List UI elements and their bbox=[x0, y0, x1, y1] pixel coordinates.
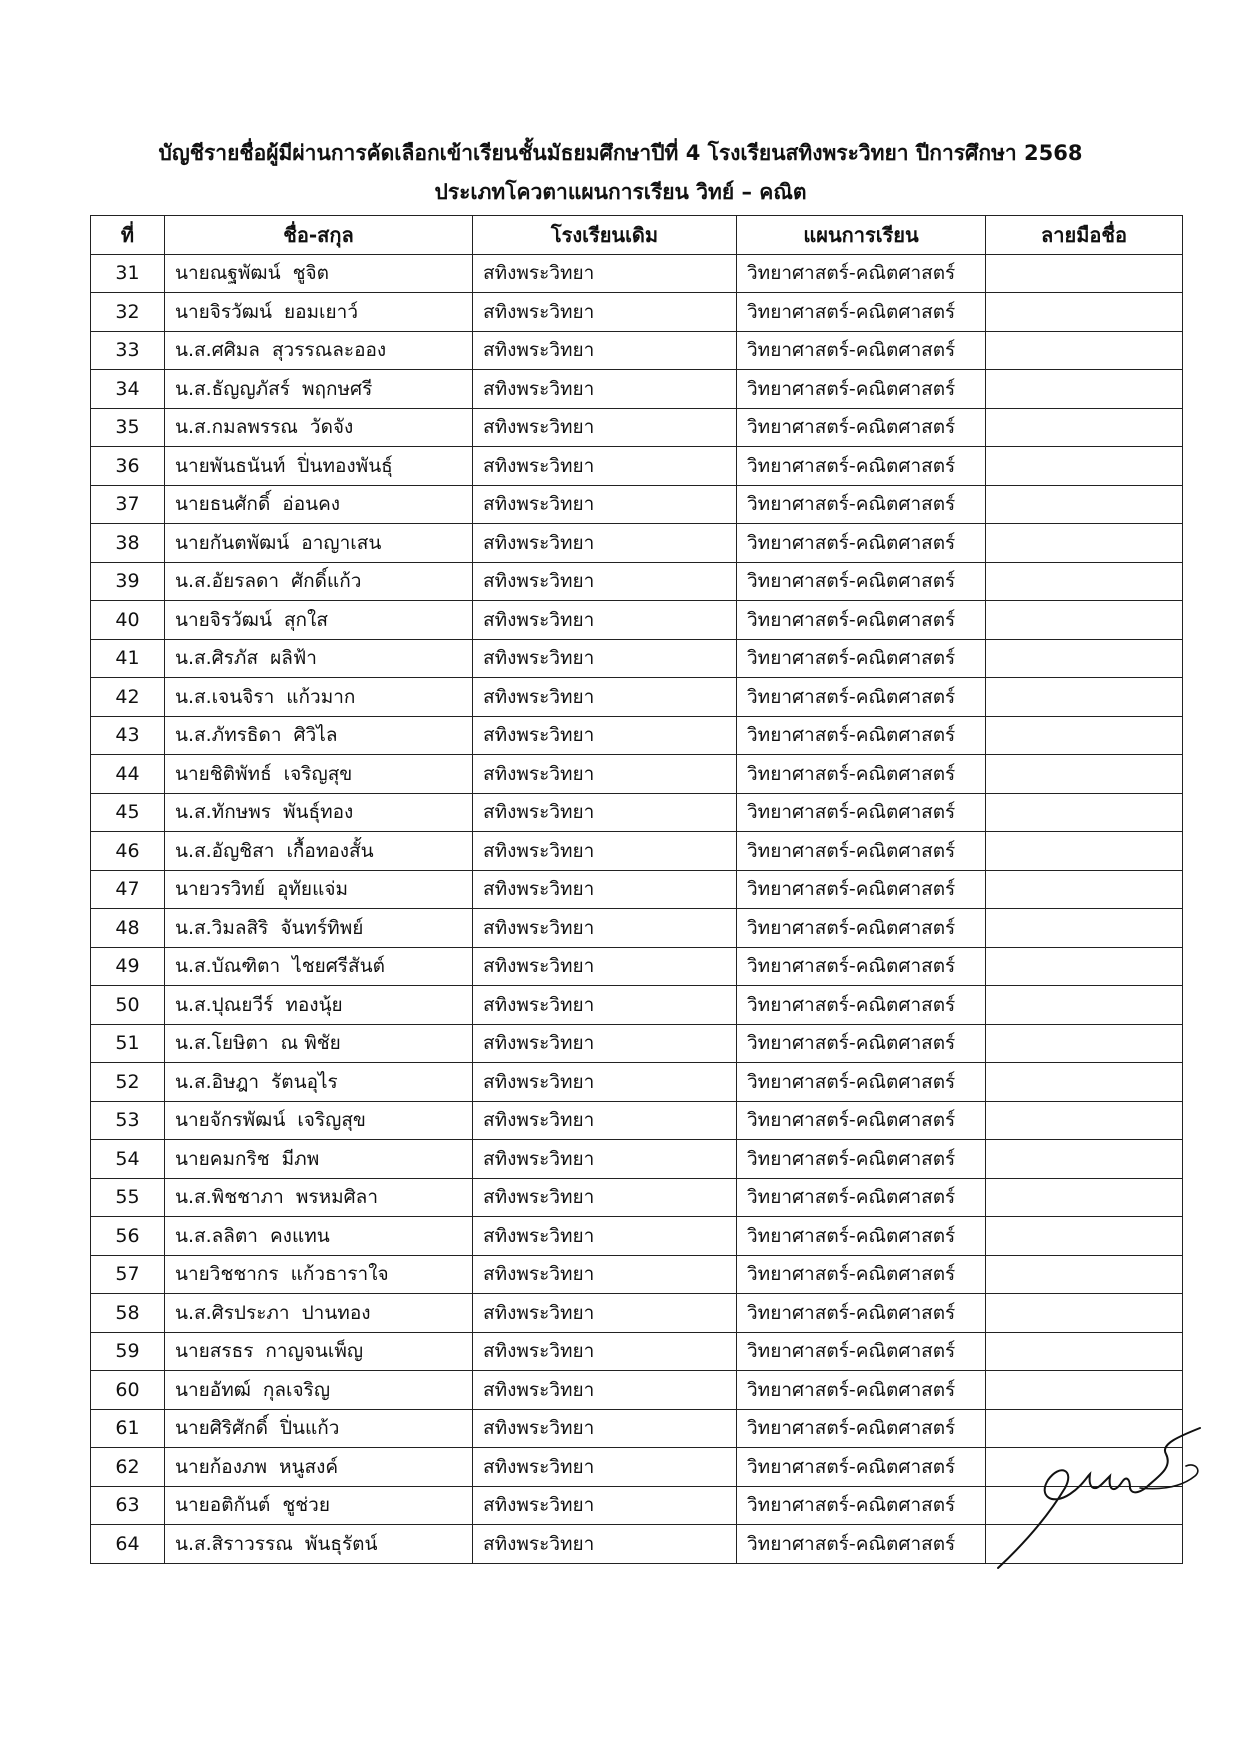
document-title: บัญชีรายชื่อผู้มีผ่านการคัดเลือกเข้าเรียนชั้นมัธยมศึกษาปีที่ 4 โรงเรียนสทิงพระวิทยา ปีการศึกษา 2568 bbox=[158, 141, 1083, 165]
previous-school: สทิงพระวิทยา bbox=[473, 716, 737, 755]
study-plan: วิทยาศาสตร์-คณิตศาสตร์ bbox=[737, 678, 986, 717]
surname: วัดจัง bbox=[309, 416, 354, 439]
signature-cell[interactable] bbox=[986, 1178, 1183, 1217]
previous-school: สทิงพระวิทยา bbox=[473, 1217, 737, 1256]
surname: กาญจนเพ็ญ bbox=[265, 1340, 364, 1363]
previous-school: สทิงพระวิทยา bbox=[473, 909, 737, 948]
student-name bbox=[165, 562, 473, 601]
previous-school: สทิงพระวิทยา bbox=[473, 485, 737, 524]
previous-school: สทิงพระวิทยา bbox=[473, 601, 737, 640]
row-number: 47 bbox=[91, 870, 165, 909]
study-plan: วิทยาศาสตร์-คณิตศาสตร์ bbox=[737, 1063, 986, 1102]
signature-cell[interactable] bbox=[986, 562, 1183, 601]
study-plan: วิทยาศาสตร์-คณิตศาสตร์ bbox=[737, 1217, 986, 1256]
surname: สุกใส bbox=[283, 608, 328, 631]
given-name: น.ส.ภัทรธิดา bbox=[175, 724, 282, 747]
table-row bbox=[91, 1294, 1183, 1333]
surname: กุลเจริญ bbox=[262, 1378, 331, 1401]
previous-school: สทิงพระวิทยา bbox=[473, 870, 737, 909]
given-name: นายอัทฒ์ bbox=[175, 1378, 251, 1401]
given-name: นายจิรวัฒน์ bbox=[175, 608, 272, 631]
study-plan: วิทยาศาสตร์-คณิตศาสตร์ bbox=[737, 1255, 986, 1294]
previous-school: สทิงพระวิทยา bbox=[473, 678, 737, 717]
row-number: 63 bbox=[91, 1486, 165, 1525]
header-no: ที่ bbox=[91, 216, 165, 255]
given-name: น.ส.อิษฎา bbox=[175, 1070, 260, 1093]
previous-school: สทิงพระวิทยา bbox=[473, 1294, 737, 1333]
table-row bbox=[91, 447, 1183, 486]
student-name bbox=[165, 832, 473, 871]
student-name bbox=[165, 870, 473, 909]
given-name: นายวรวิทย์ bbox=[175, 878, 265, 901]
signature-cell[interactable] bbox=[986, 1294, 1183, 1333]
given-name: น.ส.วิมลสิริ bbox=[175, 916, 269, 939]
row-number: 53 bbox=[91, 1101, 165, 1140]
student-name bbox=[165, 793, 473, 832]
surname: ณ พิชัย bbox=[280, 1032, 341, 1055]
previous-school: สทิงพระวิทยา bbox=[473, 1525, 737, 1564]
surname: คงแทน bbox=[269, 1224, 330, 1247]
study-plan: วิทยาศาสตร์-คณิตศาสตร์ bbox=[737, 1525, 986, 1564]
signature-cell[interactable] bbox=[986, 678, 1183, 717]
header-signature: ลายมือชื่อ bbox=[986, 216, 1183, 255]
study-plan: วิทยาศาสตร์-คณิตศาสตร์ bbox=[737, 1448, 986, 1487]
signature-cell[interactable] bbox=[986, 485, 1183, 524]
surname: ทองนุ้ย bbox=[285, 993, 343, 1016]
student-name bbox=[165, 986, 473, 1025]
previous-school: สทิงพระวิทยา bbox=[473, 793, 737, 832]
study-plan: วิทยาศาสตร์-คณิตศาสตร์ bbox=[737, 1101, 986, 1140]
given-name: น.ส.สิราวรรณ bbox=[175, 1532, 293, 1555]
signature-cell[interactable] bbox=[986, 909, 1183, 948]
given-name: นายพันธนันท์ bbox=[175, 454, 286, 477]
table-row bbox=[91, 832, 1183, 871]
signature-cell[interactable] bbox=[986, 986, 1183, 1025]
surname: สุวรรณละออง bbox=[271, 339, 387, 362]
table-row bbox=[91, 986, 1183, 1025]
signature-cell[interactable] bbox=[986, 1217, 1183, 1256]
previous-school: สทิงพระวิทยา bbox=[473, 639, 737, 678]
study-plan: วิทยาศาสตร์-คณิตศาสตร์ bbox=[737, 986, 986, 1025]
table-row bbox=[91, 524, 1183, 563]
surname: หนูสงค์ bbox=[279, 1455, 339, 1478]
signature-cell[interactable] bbox=[986, 447, 1183, 486]
surname: ยอมเยาว์ bbox=[283, 300, 358, 323]
signature-cell[interactable] bbox=[986, 947, 1183, 986]
study-plan: วิทยาศาสตร์-คณิตศาสตร์ bbox=[737, 408, 986, 447]
previous-school: สทิงพระวิทยา bbox=[473, 254, 737, 293]
student-name bbox=[165, 1332, 473, 1371]
surname: อุทัยแจ่ม bbox=[277, 878, 348, 901]
surname: ชูจิต bbox=[292, 262, 329, 285]
header-school: โรงเรียนเดิม bbox=[473, 216, 737, 255]
student-name bbox=[165, 485, 473, 524]
surname: ชูช่วย bbox=[282, 1494, 330, 1517]
previous-school: สทิงพระวิทยา bbox=[473, 1486, 737, 1525]
signature-cell[interactable] bbox=[986, 793, 1183, 832]
table-row bbox=[91, 793, 1183, 832]
student-name bbox=[165, 1525, 473, 1564]
given-name: น.ส.ปุณยวีร์ bbox=[175, 993, 274, 1016]
previous-school: สทิงพระวิทยา bbox=[473, 408, 737, 447]
given-name: น.ส.ศิรประภา bbox=[175, 1301, 290, 1324]
previous-school: สทิงพระวิทยา bbox=[473, 1063, 737, 1102]
row-number: 34 bbox=[91, 370, 165, 409]
previous-school: สทิงพระวิทยา bbox=[473, 755, 737, 794]
student-name bbox=[165, 1486, 473, 1525]
given-name: น.ส.อัยรลดา bbox=[175, 570, 280, 593]
table-row bbox=[91, 1024, 1183, 1063]
row-number: 46 bbox=[91, 832, 165, 871]
row-number: 60 bbox=[91, 1371, 165, 1410]
surname: พรหมศิลา bbox=[295, 1186, 378, 1209]
table-row bbox=[91, 1332, 1183, 1371]
student-name bbox=[165, 639, 473, 678]
given-name: น.ส.บัณฑิตา bbox=[175, 955, 281, 978]
row-number: 58 bbox=[91, 1294, 165, 1333]
surname: พันธุรัตน์ bbox=[304, 1532, 378, 1555]
header-name: ชื่อ-สกุล bbox=[165, 216, 473, 255]
study-plan: วิทยาศาสตร์-คณิตศาสตร์ bbox=[737, 1140, 986, 1179]
study-plan: วิทยาศาสตร์-คณิตศาสตร์ bbox=[737, 370, 986, 409]
row-number: 42 bbox=[91, 678, 165, 717]
table-row bbox=[91, 1255, 1183, 1294]
given-name: น.ส.เจนจิรา bbox=[175, 685, 275, 708]
given-name: นายคมกริช bbox=[175, 1147, 270, 1170]
surname: พฤกษศรี bbox=[301, 377, 373, 400]
signature-image bbox=[990, 1418, 1220, 1578]
row-number: 35 bbox=[91, 408, 165, 447]
given-name: นายณฐพัฒน์ bbox=[175, 262, 281, 285]
surname: จันทร์ทิพย์ bbox=[280, 916, 364, 939]
previous-school: สทิงพระวิทยา bbox=[473, 1409, 737, 1448]
table-row bbox=[91, 678, 1183, 717]
table-row bbox=[91, 293, 1183, 332]
study-plan: วิทยาศาสตร์-คณิตศาสตร์ bbox=[737, 832, 986, 871]
previous-school: สทิงพระวิทยา bbox=[473, 986, 737, 1025]
table-row bbox=[91, 1063, 1183, 1102]
surname: แก้วมาก bbox=[286, 685, 356, 708]
study-plan: วิทยาศาสตร์-คณิตศาสตร์ bbox=[737, 1178, 986, 1217]
given-name: นายจิรวัฒน์ bbox=[175, 300, 272, 323]
previous-school: สทิงพระวิทยา bbox=[473, 331, 737, 370]
table-row bbox=[91, 408, 1183, 447]
student-name bbox=[165, 716, 473, 755]
table-row bbox=[91, 947, 1183, 986]
row-number: 50 bbox=[91, 986, 165, 1025]
given-name: น.ส.ลลิตา bbox=[175, 1224, 258, 1247]
previous-school: สทิงพระวิทยา bbox=[473, 562, 737, 601]
signature-cell[interactable] bbox=[986, 1332, 1183, 1371]
student-name bbox=[165, 370, 473, 409]
previous-school: สทิงพระวิทยา bbox=[473, 447, 737, 486]
student-name bbox=[165, 331, 473, 370]
row-number: 44 bbox=[91, 755, 165, 794]
study-plan: วิทยาศาสตร์-คณิตศาสตร์ bbox=[737, 1024, 986, 1063]
signature-cell[interactable] bbox=[986, 1140, 1183, 1179]
table-row bbox=[91, 716, 1183, 755]
given-name: น.ส.ศิรภัส bbox=[175, 647, 259, 670]
table-row bbox=[91, 601, 1183, 640]
previous-school: สทิงพระวิทยา bbox=[473, 1448, 737, 1487]
table-row bbox=[91, 1371, 1183, 1410]
surname: รัตนอุไร bbox=[271, 1070, 338, 1093]
study-plan: วิทยาศาสตร์-คณิตศาสตร์ bbox=[737, 870, 986, 909]
previous-school: สทิงพระวิทยา bbox=[473, 524, 737, 563]
row-number: 62 bbox=[91, 1448, 165, 1487]
surname: เกื้อทองสั้น bbox=[286, 839, 374, 862]
given-name: น.ส.พิชชาภา bbox=[175, 1186, 284, 1209]
surname: ไชยศรีสันต์ bbox=[292, 955, 385, 978]
given-name: นายวิชชากร bbox=[175, 1263, 279, 1286]
table-row bbox=[91, 331, 1183, 370]
surname: อาญาเสน bbox=[301, 531, 382, 554]
table-row bbox=[91, 254, 1183, 293]
given-name: นายศิริศักดิ์ bbox=[175, 1417, 268, 1440]
previous-school: สทิงพระวิทยา bbox=[473, 947, 737, 986]
table-row bbox=[91, 870, 1183, 909]
previous-school: สทิงพระวิทยา bbox=[473, 1140, 737, 1179]
table-row bbox=[91, 1178, 1183, 1217]
row-number: 55 bbox=[91, 1178, 165, 1217]
signature-cell[interactable] bbox=[986, 408, 1183, 447]
signature-cell[interactable] bbox=[986, 755, 1183, 794]
signature-cell[interactable] bbox=[986, 1063, 1183, 1102]
student-name bbox=[165, 601, 473, 640]
student-name bbox=[165, 909, 473, 948]
previous-school: สทิงพระวิทยา bbox=[473, 1178, 737, 1217]
study-plan: วิทยาศาสตร์-คณิตศาสตร์ bbox=[737, 524, 986, 563]
given-name: นายจักรพัฒน์ bbox=[175, 1109, 286, 1132]
given-name: น.ส.ทักษพร bbox=[175, 801, 271, 824]
study-plan: วิทยาศาสตร์-คณิตศาสตร์ bbox=[737, 254, 986, 293]
given-name: น.ส.กมลพรรณ bbox=[175, 416, 298, 439]
study-plan: วิทยาศาสตร์-คณิตศาสตร์ bbox=[737, 1332, 986, 1371]
student-name bbox=[165, 408, 473, 447]
surname: ปิ่นทองพันธุ์ bbox=[297, 454, 393, 477]
header-plan: แผนการเรียน bbox=[737, 216, 986, 255]
previous-school: สทิงพระวิทยา bbox=[473, 1332, 737, 1371]
previous-school: สทิงพระวิทยา bbox=[473, 1024, 737, 1063]
given-name: น.ส.อัญชิสา bbox=[175, 839, 275, 862]
student-name bbox=[165, 1371, 473, 1410]
surname: แก้วธาราใจ bbox=[290, 1263, 389, 1286]
study-plan: วิทยาศาสตร์-คณิตศาสตร์ bbox=[737, 1294, 986, 1333]
given-name: น.ส.ธัญญภัสร์ bbox=[175, 377, 290, 400]
row-number: 59 bbox=[91, 1332, 165, 1371]
study-plan: วิทยาศาสตร์-คณิตศาสตร์ bbox=[737, 1486, 986, 1525]
student-name bbox=[165, 447, 473, 486]
surname: เจริญสุข bbox=[297, 1109, 366, 1132]
table-header-row bbox=[91, 216, 1183, 255]
table-row bbox=[91, 562, 1183, 601]
study-plan: วิทยาศาสตร์-คณิตศาสตร์ bbox=[737, 485, 986, 524]
given-name: นายอติกันต์ bbox=[175, 1494, 271, 1517]
given-name: น.ส.โยษิตา bbox=[175, 1032, 269, 1055]
previous-school: สทิงพระวิทยา bbox=[473, 293, 737, 332]
row-number: 51 bbox=[91, 1024, 165, 1063]
previous-school: สทิงพระวิทยา bbox=[473, 1371, 737, 1410]
student-name bbox=[165, 1024, 473, 1063]
surname: ศักดิ์แก้ว bbox=[291, 570, 362, 593]
student-name bbox=[165, 1294, 473, 1333]
study-plan: วิทยาศาสตร์-คณิตศาสตร์ bbox=[737, 793, 986, 832]
previous-school: สทิงพระวิทยา bbox=[473, 1255, 737, 1294]
previous-school: สทิงพระวิทยา bbox=[473, 832, 737, 871]
surname: ศิวิไล bbox=[293, 724, 338, 747]
signature-cell[interactable] bbox=[986, 716, 1183, 755]
row-number: 45 bbox=[91, 793, 165, 832]
signature-cell[interactable] bbox=[986, 331, 1183, 370]
given-name: นายชิติพัทธ์ bbox=[175, 762, 272, 785]
study-plan: วิทยาศาสตร์-คณิตศาสตร์ bbox=[737, 293, 986, 332]
surname: ผลิฟ้า bbox=[270, 647, 317, 670]
row-number: 48 bbox=[91, 909, 165, 948]
study-plan: วิทยาศาสตร์-คณิตศาสตร์ bbox=[737, 755, 986, 794]
signature-cell[interactable] bbox=[986, 1255, 1183, 1294]
row-number: 56 bbox=[91, 1217, 165, 1256]
study-plan: วิทยาศาสตร์-คณิตศาสตร์ bbox=[737, 447, 986, 486]
table-row bbox=[91, 1101, 1183, 1140]
study-plan: วิทยาศาสตร์-คณิตศาสตร์ bbox=[737, 909, 986, 948]
row-number: 54 bbox=[91, 1140, 165, 1179]
table-row bbox=[91, 1140, 1183, 1179]
study-plan: วิทยาศาสตร์-คณิตศาสตร์ bbox=[737, 639, 986, 678]
row-number: 32 bbox=[91, 293, 165, 332]
surname: อ่อนคง bbox=[282, 493, 341, 516]
signature-cell[interactable] bbox=[986, 1024, 1183, 1063]
row-number: 64 bbox=[91, 1525, 165, 1564]
previous-school: สทิงพระวิทยา bbox=[473, 370, 737, 409]
study-plan: วิทยาศาสตร์-คณิตศาสตร์ bbox=[737, 947, 986, 986]
row-number: 40 bbox=[91, 601, 165, 640]
student-name bbox=[165, 1140, 473, 1179]
row-number: 49 bbox=[91, 947, 165, 986]
surname: พันธุ์ทอง bbox=[282, 801, 354, 824]
study-plan: วิทยาศาสตร์-คณิตศาสตร์ bbox=[737, 562, 986, 601]
signature-cell[interactable] bbox=[986, 870, 1183, 909]
row-number: 39 bbox=[91, 562, 165, 601]
given-name: นายธนศักดิ์ bbox=[175, 493, 271, 516]
student-name bbox=[165, 1101, 473, 1140]
student-name bbox=[165, 947, 473, 986]
signature-cell[interactable] bbox=[986, 370, 1183, 409]
student-name bbox=[165, 678, 473, 717]
surname: ปิ่นแก้ว bbox=[279, 1417, 340, 1440]
row-number: 31 bbox=[91, 254, 165, 293]
student-name bbox=[165, 1255, 473, 1294]
row-number: 43 bbox=[91, 716, 165, 755]
student-name bbox=[165, 1217, 473, 1256]
student-name bbox=[165, 1409, 473, 1448]
student-name bbox=[165, 755, 473, 794]
given-name: นายกันตพัฒน์ bbox=[175, 531, 290, 554]
student-name bbox=[165, 1063, 473, 1102]
study-plan: วิทยาศาสตร์-คณิตศาสตร์ bbox=[737, 601, 986, 640]
table-row bbox=[91, 1217, 1183, 1256]
student-name bbox=[165, 1448, 473, 1487]
signature-cell[interactable] bbox=[986, 639, 1183, 678]
signature-cell[interactable] bbox=[986, 293, 1183, 332]
table-row bbox=[91, 370, 1183, 409]
student-name bbox=[165, 293, 473, 332]
signature-cell[interactable] bbox=[986, 1101, 1183, 1140]
row-number: 36 bbox=[91, 447, 165, 486]
row-number: 52 bbox=[91, 1063, 165, 1102]
study-plan: วิทยาศาสตร์-คณิตศาสตร์ bbox=[737, 1371, 986, 1410]
surname: มีภพ bbox=[281, 1147, 320, 1170]
table-row bbox=[91, 639, 1183, 678]
signature-cell[interactable] bbox=[986, 832, 1183, 871]
surname: ปานทอง bbox=[301, 1301, 371, 1324]
given-name: นายก้องภพ bbox=[175, 1455, 268, 1478]
table-row bbox=[91, 909, 1183, 948]
table-row bbox=[91, 485, 1183, 524]
surname: เจริญสุข bbox=[283, 762, 353, 785]
study-plan: วิทยาศาสตร์-คณิตศาสตร์ bbox=[737, 1409, 986, 1448]
signature-cell[interactable] bbox=[986, 524, 1183, 563]
row-number: 57 bbox=[91, 1255, 165, 1294]
row-number: 38 bbox=[91, 524, 165, 563]
row-number: 37 bbox=[91, 485, 165, 524]
given-name: น.ส.ศศิมล bbox=[175, 339, 260, 362]
previous-school: สทิงพระวิทยา bbox=[473, 1101, 737, 1140]
row-number: 33 bbox=[91, 331, 165, 370]
study-plan: วิทยาศาสตร์-คณิตศาสตร์ bbox=[737, 331, 986, 370]
document-subtitle: ประเภทโควตาแผนการเรียน วิทย์ – คณิต bbox=[434, 180, 807, 204]
table-row bbox=[91, 755, 1183, 794]
study-plan: วิทยาศาสตร์-คณิตศาสตร์ bbox=[737, 716, 986, 755]
signature-cell[interactable] bbox=[986, 601, 1183, 640]
student-list-table bbox=[90, 215, 1183, 1564]
student-name bbox=[165, 254, 473, 293]
signature-cell[interactable] bbox=[986, 1371, 1183, 1410]
signature-cell[interactable] bbox=[986, 254, 1183, 293]
row-number: 41 bbox=[91, 639, 165, 678]
given-name: นายสรธร bbox=[175, 1340, 254, 1363]
student-name bbox=[165, 524, 473, 563]
row-number: 61 bbox=[91, 1409, 165, 1448]
student-name bbox=[165, 1178, 473, 1217]
